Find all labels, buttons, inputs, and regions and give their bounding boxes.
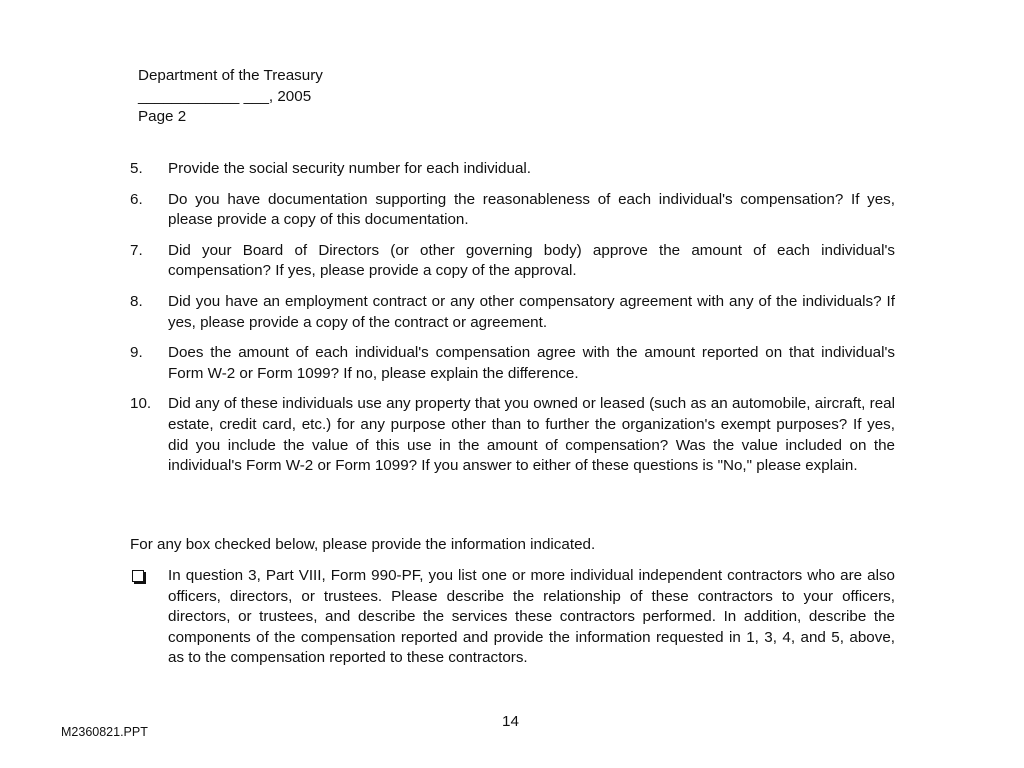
- question-number: 6.: [130, 190, 143, 208]
- question-text: Did any of these individuals use any property that you owned or leased (such as an automobile, aircraft, real estate, credit card, etc.) for any purpose other than to further the organization's exempt purposes? If yes, did you include the value of this use in the amount of compensation? Was the value included on the individual's Form W-2 or Form 1099? If you answer to either of these questions is "No," please explain.: [168, 395, 895, 475]
- letter-header: [138, 66, 323, 128]
- question-item-7: [130, 241, 895, 282]
- question-number: 7.: [130, 241, 143, 259]
- checkbox-icon[interactable]: [132, 570, 144, 582]
- question-text: Does the amount of each individual's compensation agree with the amount reported on that individual's Form W-2 or Form 1099? If no, please explain the difference.: [168, 344, 895, 382]
- question-text: Do you have documentation supporting the reasonableness of each individual's compensation? If yes, please provide a copy of this documentation.: [168, 190, 895, 229]
- question-item-9: [130, 343, 895, 384]
- question-text: Did your Board of Directors (or other governing body) approve the amount of each individual's compensation? If yes, please provide a copy of the approval.: [168, 241, 895, 280]
- checkbox-section-intro: For any box checked below, please provide the information indicated.: [130, 536, 596, 553]
- footer-file-code: M2360821.PPT: [61, 725, 148, 739]
- question-number: 9.: [130, 344, 143, 362]
- question-number: 5.: [130, 160, 143, 177]
- numbered-question-list: [130, 159, 895, 487]
- checkbox-item-contractors: [130, 566, 895, 669]
- header-department: Department of the Treasury: [138, 67, 323, 84]
- header-page: Page 2: [138, 108, 187, 126]
- question-number: 10.: [130, 395, 152, 413]
- page-number: 14: [502, 713, 519, 730]
- question-number: 8.: [130, 292, 143, 310]
- header-date-line: ____________ ___, 2005: [138, 87, 312, 105]
- question-text: Did you have an employment contract or any other compensatory agreement with any of the individuals? If yes, please provide a copy of the contract or agreement.: [168, 292, 895, 331]
- question-text: Provide the social security number for each individual.: [168, 160, 531, 177]
- checkbox-item-text: In question 3, Part VIII, Form 990-PF, you list one or more individual independent contractors who are also officers, directors, or trustees. Please describe the relationship of these contractors to your officers, directors, or trustees, and describe the services these contractors performed. In addition, describe the components of the compensation reported and provide the information requested in 1, 3, 4, and 5, above, as to the compensation reported to these contractors.: [168, 567, 895, 667]
- question-item-10: [130, 394, 895, 476]
- question-item-6: [130, 190, 895, 231]
- question-item-5: [130, 159, 895, 180]
- question-item-8: [130, 292, 895, 333]
